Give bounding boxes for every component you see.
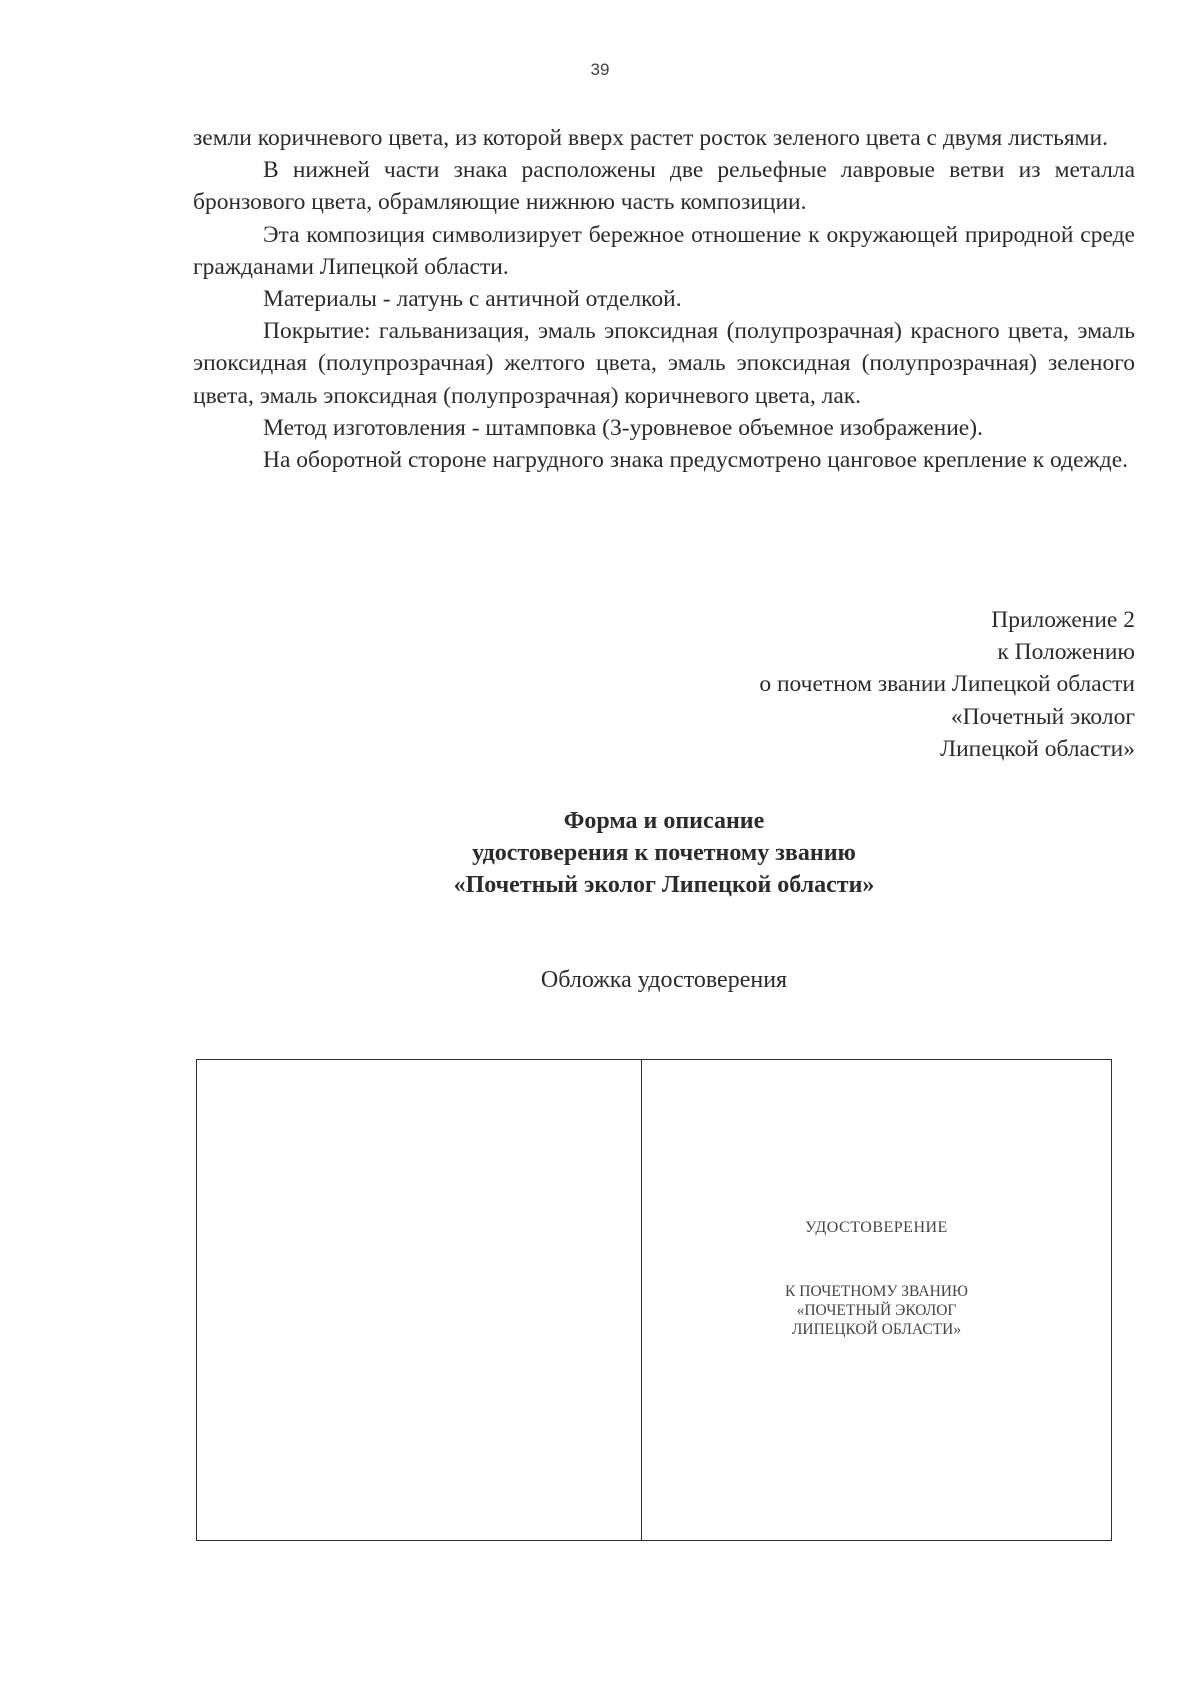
annex-reference — [615, 604, 1135, 765]
paragraph-continuation: земли коричневого цвета, из которой вверх растет росток зеленого цвета с двумя листьями. — [193, 125, 1108, 151]
paragraph-fastening: На оборотной стороне нагрудного знака предусмотрено цанговое крепление к одежде. — [263, 447, 1129, 474]
form-title — [193, 805, 1135, 901]
cover-caption: Обложка удостоверения — [540, 967, 788, 993]
cover-title-block — [642, 1282, 1111, 1339]
form-title-line: «Почетный эколог Липецкой области» — [453, 872, 875, 898]
body-text — [193, 122, 1135, 476]
annex-line: Приложение 2 — [991, 607, 1135, 633]
cover-title-line: К ПОЧЕТНОМУ ЗВАНИЮ — [785, 1283, 968, 1300]
annex-line: Липецкой области» — [940, 735, 1135, 762]
annex-line: о почетном звании Липецкой области — [759, 671, 1135, 698]
page-number: 39 — [590, 60, 610, 79]
paragraph-laurel-branches: В нижней части знака расположены две рельефные лавровые ветви из металла бронзового цвета, обрамляющие нижнюю часть композиции. — [193, 157, 1135, 216]
paragraph-coating: Покрытие: гальванизация, эмаль эпоксидная (полупрозрачная) красного цвета, эмаль эпоксидная (полупрозрачная) желтого цвета, эмаль эпоксидная (полупрозрачная) зеленого цвета, эмаль эпоксидная (полупрозрачная) коричневого цвета, лак. — [193, 318, 1135, 409]
paragraph-materials: Материалы - латунь с античной отделкой. — [263, 286, 682, 313]
form-title-line: удостоверения к почетному званию — [472, 840, 856, 866]
cover-title-line: ЛИПЕЦКОЙ ОБЛАСТИ» — [791, 1321, 962, 1338]
paragraph-symbolism: Эта композиция символизирует бережное отношение к окружающей природной среде гражданами Липецкой области. — [193, 221, 1135, 280]
paragraph-manufacturing: Метод изготовления - штамповка (3-уровневое объемное изображение). — [263, 414, 983, 441]
certificate-cover — [196, 1059, 1112, 1541]
cover-heading: УДОСТОВЕРЕНИЕ — [805, 1219, 948, 1236]
cover-front-panel — [642, 1060, 1111, 1540]
annex-line: к Положению — [997, 639, 1135, 666]
cover-title-line: «ПОЧЕТНЫЙ ЭКОЛОГ — [796, 1302, 957, 1319]
annex-line: «Почетный эколог — [950, 703, 1135, 730]
cover-back-panel — [197, 1060, 642, 1540]
form-title-line: Форма и описание — [563, 808, 765, 834]
